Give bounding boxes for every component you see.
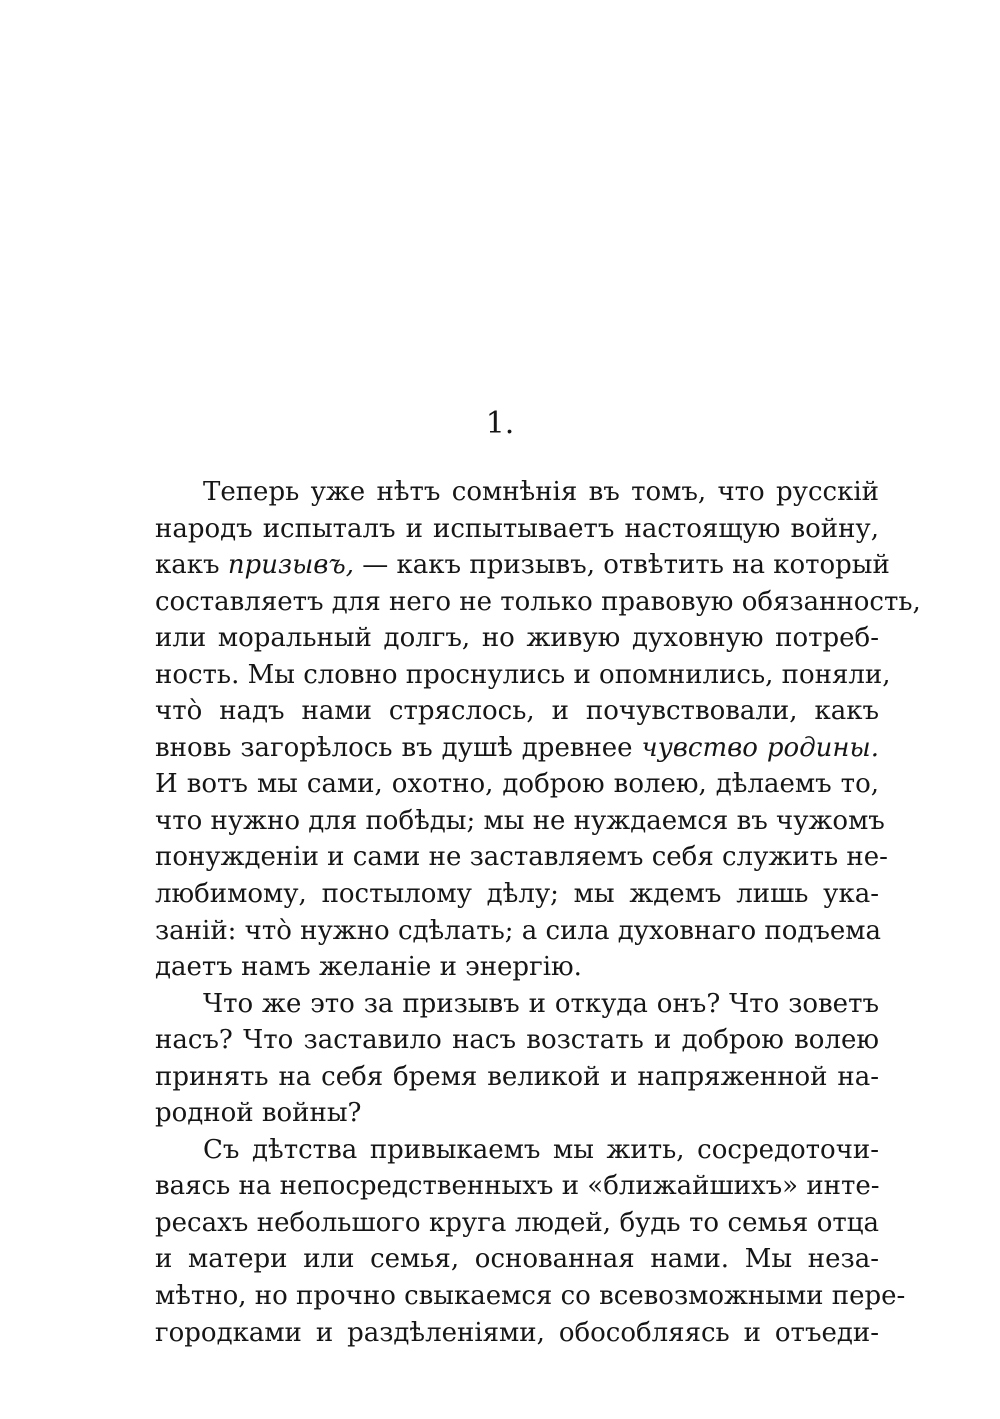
text-line [155, 1315, 879, 1352]
text-run: или моральный долгъ, но живую духовную потреб- [155, 623, 879, 654]
text-run: ваясь на непосредственныхъ и «ближайшихъ» инте- [155, 1171, 880, 1202]
text-line [155, 913, 882, 950]
text-run: заній: что̀ нужно сдѣлать; а сила духовнаго подъема [155, 915, 882, 946]
text-run: что нужно для побѣды; мы не нуждаемся въ чужомъ [155, 805, 885, 836]
paragraph [155, 986, 879, 1132]
paragraph [155, 1132, 906, 1351]
text-line [155, 839, 888, 876]
text-run: городками и раздѣленіями, обособляясь и отъеди- [155, 1317, 879, 1348]
text-run: ресахъ небольшого круга людей, будь то семья отца [155, 1207, 879, 1238]
text-line [155, 620, 879, 657]
text-run: мѣтно, но прочно свыкаемся со всевозможными пере- [155, 1281, 906, 1312]
text-line [155, 766, 879, 803]
italic-emphasis: призывъ, [227, 550, 355, 581]
body-text [155, 474, 921, 1351]
text-run: вновь загорѣлось въ душѣ древнее [155, 732, 642, 763]
text-run: составляетъ для него не только правовую обязанность, [155, 586, 921, 617]
text-run: Съ дѣтства привыкаемъ мы жить, сосредоточи- [203, 1134, 879, 1165]
text-line [155, 1278, 906, 1315]
text-run: какъ [155, 550, 228, 581]
text-line [155, 693, 879, 730]
paragraph [155, 474, 921, 986]
text-line [155, 1059, 879, 1096]
text-line [155, 474, 879, 511]
text-run: ность. Мы словно проснулись и опомнились, поняли, [155, 659, 891, 690]
text-line [155, 986, 879, 1023]
text-run: Что же это за призывъ и откуда онъ? Что зоветъ [203, 988, 879, 1019]
text-line [155, 1241, 879, 1278]
text-line [155, 1132, 879, 1169]
text-run: принять на себя бремя великой и напряженной на- [155, 1061, 879, 1092]
text-line [155, 876, 879, 913]
text-run: любимому, постылому дѣлу; мы ждемъ лишь ука- [155, 879, 879, 910]
text-run: народъ испыталъ и испытываетъ настоящую войну, [155, 513, 879, 544]
text-run: даетъ намъ желаніе и энергію. [155, 952, 582, 983]
text-line [155, 584, 921, 621]
text-line [155, 1095, 879, 1132]
text-line [155, 547, 890, 584]
text-line [155, 949, 879, 986]
text-line [155, 1168, 879, 1205]
text-run: родной войны? [155, 1098, 362, 1129]
chapter-number: 1. [485, 406, 515, 441]
italic-emphasis: чувство родины. [641, 732, 879, 763]
text-line [155, 657, 891, 694]
text-line [155, 1205, 879, 1242]
text-run: Теперь уже нѣтъ сомнѣнія въ томъ, что русскій [203, 477, 879, 507]
text-run: И вотъ мы сами, охотно, доброю волею, дѣлаемъ то, [155, 769, 879, 800]
text-line [155, 803, 885, 840]
text-line [155, 730, 879, 767]
text-run: понужденіи и сами не заставляемъ себя служить не- [155, 842, 888, 873]
text-run: насъ? Что заставило насъ возстать и доброю волею [155, 1025, 879, 1056]
text-run: что̀ надъ нами стряслось, и почувствовали, какъ [155, 696, 879, 727]
text-line [155, 1022, 879, 1059]
text-run: и матери или семья, основанная нами. Мы неза- [155, 1244, 879, 1275]
text-run: — какъ призывъ, отвѣтить на который [354, 550, 890, 581]
text-line [155, 511, 879, 548]
